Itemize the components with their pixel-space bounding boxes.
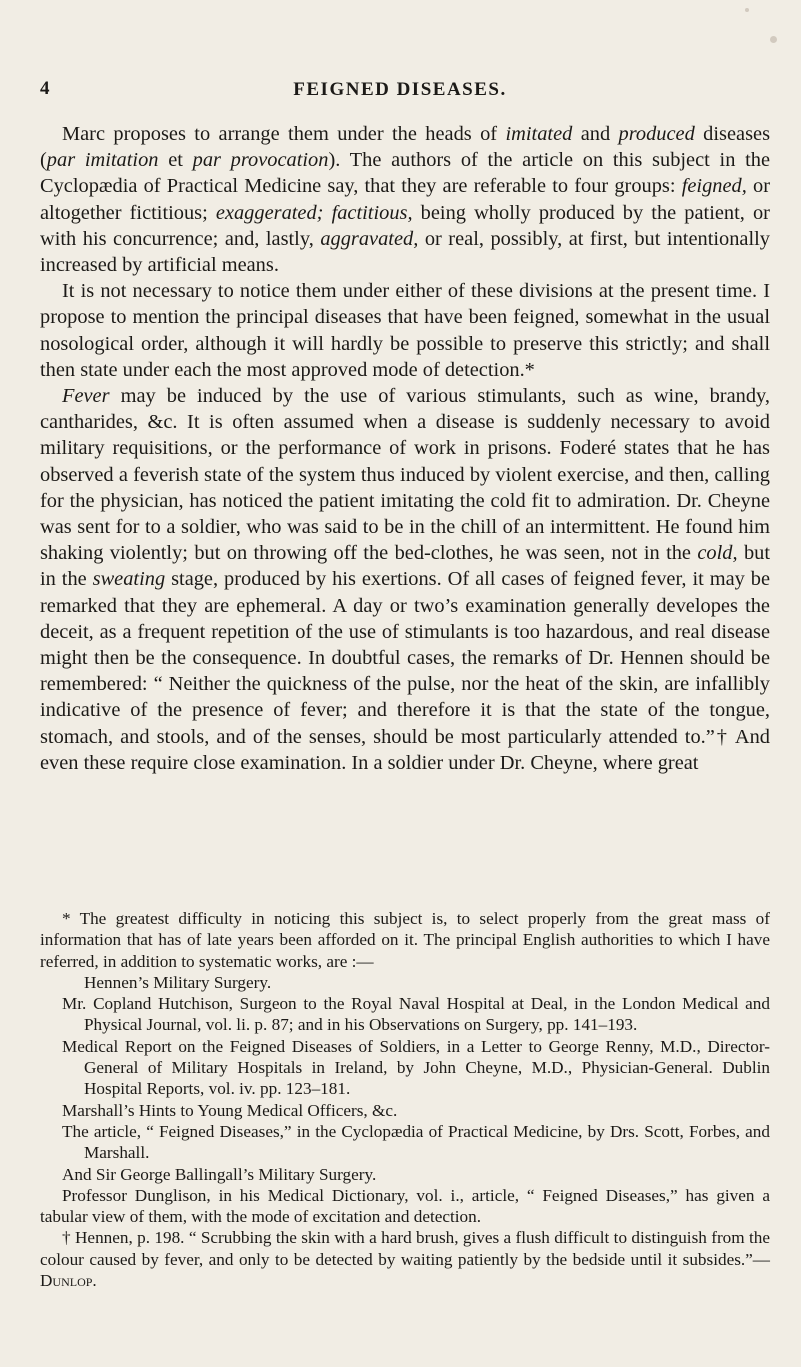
- footnotes: [40, 908, 770, 1291]
- paper-stain: [770, 36, 777, 43]
- footnote-star: * The greatest difficulty in noticing this subject is, to select properly from the great mass of information that has of late years been afforded on it. The principal English authorities to which I have referred, in addition to systematic works, are :—: [40, 909, 770, 971]
- footnote-dagger: † Hennen, p. 198. “ Scrubbing the skin with a hard brush, gives a flush difficult to distinguish from the colour caused by fever, and only to be detected by waiting patiently by the bedside until it subsides.”—Dunlop.: [40, 1228, 770, 1291]
- reference-item: Mr. Copland Hutchison, Surgeon to the Royal Naval Hospital at Deal, in the London Medical and Physical Journal, vol. li. p. 87; and in his Observations on Surgery, pp. 141–193.: [62, 994, 770, 1035]
- running-title: FEIGNED DISEASES.: [293, 79, 507, 100]
- page-number: 4: [40, 78, 50, 99]
- footnote-dunglison: Professor Dunglison, in his Medical Dictionary, vol. i., article, “ Feigned Diseases,” has given a tabular view of them, with the mode of excitation and detection.: [40, 1185, 770, 1227]
- paper-stain: [745, 8, 749, 12]
- main-text: [40, 121, 770, 776]
- paragraph-fever: Fever may be induced by the use of various stimulants, such as wine, brandy, cantharides, &c. It is often assumed when a disease is suddenly necessary to avoid military requisitions, or the performance of work in prisons. Foderé states that he has observed a feverish state of the system thus induced by violent exercise, and then, calling for the physician, has noticed the patient imitating the cold fit to admiration. Dr. Cheyne was sent for to a soldier, who was said to be in the chill of an intermittent. He found him shaking violently; but on throwing off the bed-clothes, he was seen, not in the cold, but in the sweating stage, produced by his exertions. Of all cases of feigned fever, it may be remarked that they are ephemeral. A day or two’s examination generally developes the deceit, as a frequent repetition of the use of stimulants is too hazardous, and real disease might then be the consequence. In doubtful cases, the remarks of Dr. Hennen should be remembered: “ Neither the quickness of the pulse, nor the heat of the skin, are infallibly indicative of the presence of fever; and therefore it is that the state of the tongue, stomach, and stools, and of the senses, should be most particularly attended to.”† And even these require close examination. In a soldier under Dr. Cheyne, where great: [40, 385, 771, 774]
- reference-item: Marshall’s Hints to Young Medical Officers, &c.: [62, 1100, 398, 1120]
- reference-item: Medical Report on the Feigned Diseases of Soldiers, in a Letter to George Renny, M.D., Director-General of Military Hospitals in Ireland, by John Cheyne, M.D., Physician-General. Dublin Hospital Reports, vol. iv. pp. 123–181.: [62, 1036, 770, 1099]
- page-header: [40, 78, 760, 102]
- reference-item: And Sir George Ballingall’s Military Surgery.: [62, 1164, 377, 1184]
- paragraph-marc: Marc proposes to arrange them under the heads of imitated and produced diseases (par imitation et par provocation). The authors of the article on this subject in the Cyclopædia of Practical Medicine say, that they are referable to four groups: feigned, or altogether fictitious; exaggerated; factitious, being wholly produced by the patient, or with his concurrence; and, lastly, aggravated, or real, possibly, at first, but intentionally increased by artificial means.: [40, 123, 771, 277]
- paragraph-divisions: It is not necessary to notice them under either of these divisions at the present time. I propose to mention the principal diseases that have been feigned, somewhat in the usual nosological order, although it will hardly be possible to preserve this strictly; and shall then state under each the most approved mode of detection.*: [40, 280, 770, 381]
- reference-item: The article, “ Feigned Diseases,” in the Cyclopædia of Practical Medicine, by Drs. Scott, Forbes, and Marshall.: [62, 1121, 770, 1163]
- reference-item: Hennen’s Military Surgery.: [84, 972, 272, 992]
- signature: Dunlop.: [40, 1271, 97, 1291]
